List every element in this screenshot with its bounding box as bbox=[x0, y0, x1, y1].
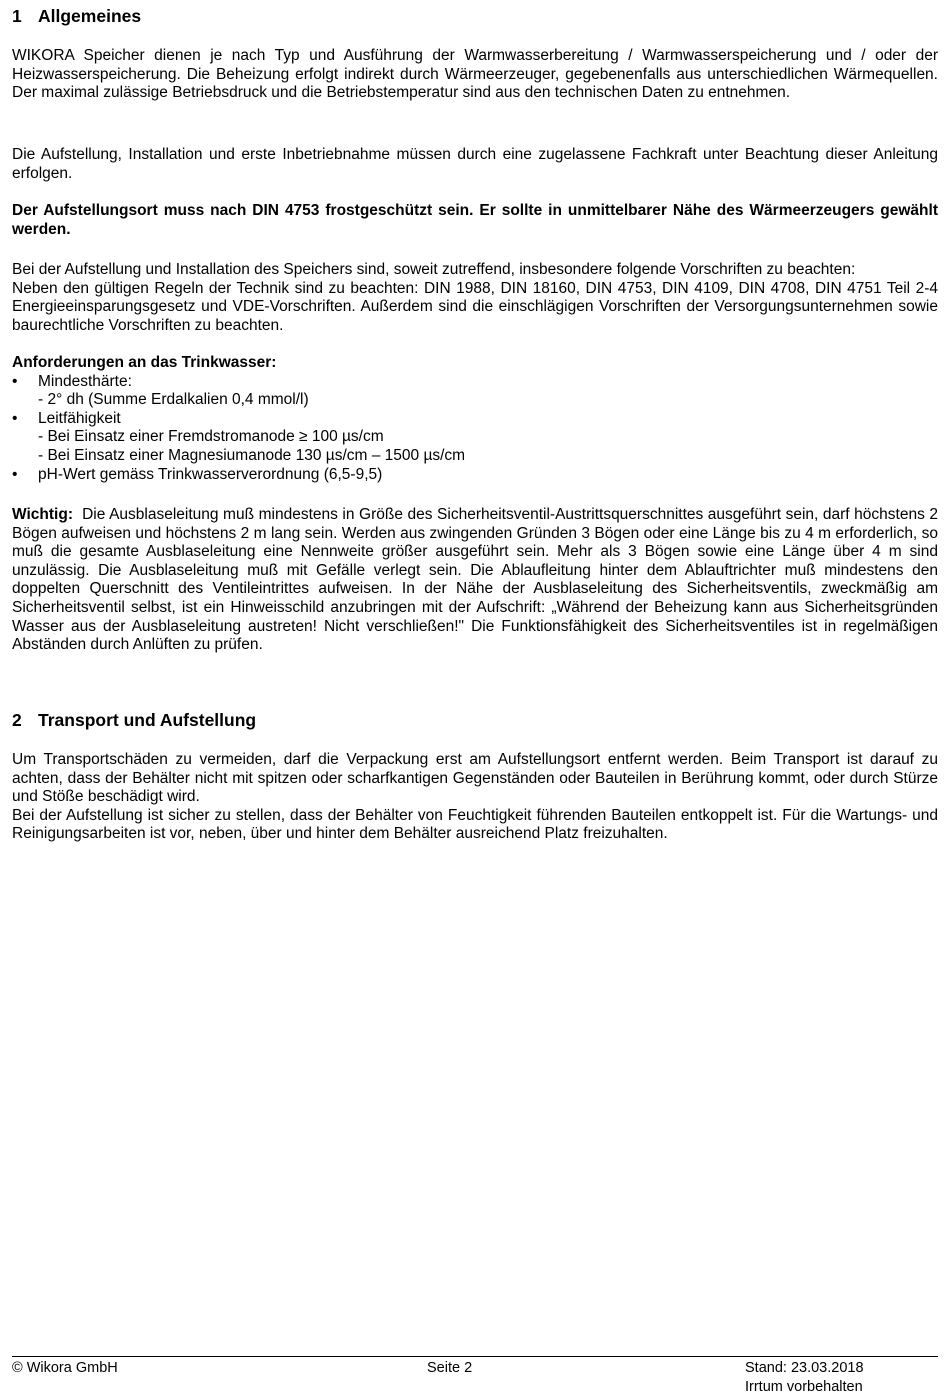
footer-disclaimer: Irrtum vorbehalten bbox=[745, 1379, 863, 1395]
list-subitem: - 2° dh (Summe Erdalkalien 0,4 mmol/l) bbox=[38, 391, 309, 409]
section-title: Allgemeines bbox=[38, 6, 142, 26]
footer-date: Stand: 23.03.2018 bbox=[745, 1360, 864, 1376]
paragraph-installation bbox=[12, 146, 938, 183]
list-item bbox=[12, 410, 938, 466]
section-number: 1 bbox=[12, 6, 22, 26]
list-item bbox=[12, 466, 938, 485]
section-title: Transport und Aufstellung bbox=[38, 710, 257, 730]
section-number: 2 bbox=[12, 710, 22, 730]
footer-divider bbox=[12, 1356, 938, 1357]
paragraph-text-bold: Der Aufstellungsort muss nach DIN 4753 frostgeschützt sein. Er sollte in unmittelbarer Nähe des Wärmeerzeugers gewählt werden. bbox=[12, 202, 938, 238]
list-item bbox=[12, 373, 938, 410]
paragraph-important bbox=[12, 506, 938, 655]
footer-page-number: Seite 2 bbox=[427, 1360, 473, 1376]
paragraph-intro bbox=[12, 47, 938, 103]
paragraph-text: Bei der Aufstellung ist sicher zu stellen, dass der Behälter von Feuchtigkeit führenden Bauteilen entkoppelt ist. Für die Wartungs- und Reinigungsarbeiten ist vor, neben, über und hinter dem Behälter ausreichend Platz freizuhalten. bbox=[12, 806, 938, 843]
paragraph-text bbox=[12, 506, 938, 655]
paragraph-location bbox=[12, 202, 938, 239]
list-item-text: • pH-Wert gemäss Trinkwasserverordnung (6,5-9,5) bbox=[38, 465, 383, 483]
paragraph-regulations bbox=[12, 261, 938, 335]
section-1-heading bbox=[12, 5, 141, 27]
footer-copyright: © Wikora GmbH bbox=[12, 1360, 118, 1376]
requirements-list bbox=[12, 373, 938, 485]
section-2-heading bbox=[12, 709, 256, 731]
list-item-text: • Leitfähigkeit bbox=[38, 409, 121, 427]
list-subitem: - Bei Einsatz einer Fremdstromanode ≥ 100 µs/cm bbox=[38, 428, 384, 446]
list-subitem: - Bei Einsatz einer Magnesiumanode 130 µs/cm – 1500 µs/cm bbox=[38, 446, 466, 464]
paragraph-text: Um Transportschäden zu vermeiden, darf die Verpackung erst am Aufstellungsort entfernt werden. Beim Transport ist darauf zu achten, dass der Behälter nicht mit spitzen oder scharfkantigen Gegenständen oder Bauteilen in Berührung kommt, oder durch Stürze und Stöße beschädigt wird. bbox=[12, 751, 938, 806]
important-label: Wichtig: bbox=[12, 506, 73, 523]
paragraph-text: Neben den gültigen Regeln der Technik sind zu beachten: DIN 1988, DIN 18160, DIN 4753, DIN 4109, DIN 4708, DIN 4751 Teil 2-4 Energieeinsparungsgesetz und VDE-Vorschriften. Außerdem sind die einschlägigen Vorschriften der Versorgungsunternehmen sowie baurechtliche Vorschriften zu beachten. bbox=[12, 279, 938, 334]
list-item-text: • Mindesthärte: bbox=[38, 372, 132, 390]
footer-date-block bbox=[745, 1359, 864, 1397]
paragraph-transport bbox=[12, 751, 938, 844]
paragraph-text: Bei der Aufstellung und Installation des Speichers sind, soweit zutreffend, insbesondere folgende Vorschriften zu beachten: bbox=[12, 261, 856, 278]
requirements-heading: Anforderungen an das Trinkwasser: bbox=[12, 354, 277, 371]
paragraph-text: WIKORA Speicher dienen je nach Typ und Ausführung der Warmwasserbereitung / Warmwasserspeicherung und / oder der Heizwasserspeicherung. Die Beheizung erfolgt indirekt durch Wärmeerzeuger, gegebenenfalls aus unterschiedlichen Wärmequellen. Der maximal zulässige Betriebsdruck und die Betriebstemperatur sind aus den technischen Daten zu entnehmen. bbox=[12, 47, 938, 102]
important-text: Die Ausblaseleitung muß mindestens in Größe des Sicherheitsventil-Austrittsquerschnittes ausgeführt sein, darf höchstens 2 Bögen aufweisen und höchstens 2 m lang sein. Werden aus zwingenden Gründen 3 Bögen oder eine Länge bis zu 4 m erforderlich, so muß die gesamte Ausblaseleitung eine Nennweite größer ausgeführt sein. Mehr als 3 Bögen sowie eine Länge über 4 m sind unzulässig. Die Ausblaseleitung muß mit Gefälle verlegt sein. Die Ablaufleitung hinter dem Ablauftrichter muß mindestens den doppelten Querschnitt des Ventileintrittes aufweisen. In der Nähe der Ausblaseleitung des Sicherheitsventils, zweckmäßig am Sicherheitsventil selbst, ist ein Hinweisschild anzubringen mit der Aufschrift: „Während der Beheizung kann aus Sicherheitsgründen Wasser aus der Ausblaseleitung austreten! Nicht verschließen!" Die Funktionsfähigkeit des Sicherheitsventiles ist in regelmäßigen Abständen durch Anlüften zu prüfen. bbox=[12, 506, 938, 654]
water-requirements bbox=[12, 354, 938, 484]
paragraph-text: Die Aufstellung, Installation und erste Inbetriebnahme müssen durch eine zugelassene Fachkraft unter Beachtung dieser Anleitung erfolgen. bbox=[12, 146, 938, 182]
